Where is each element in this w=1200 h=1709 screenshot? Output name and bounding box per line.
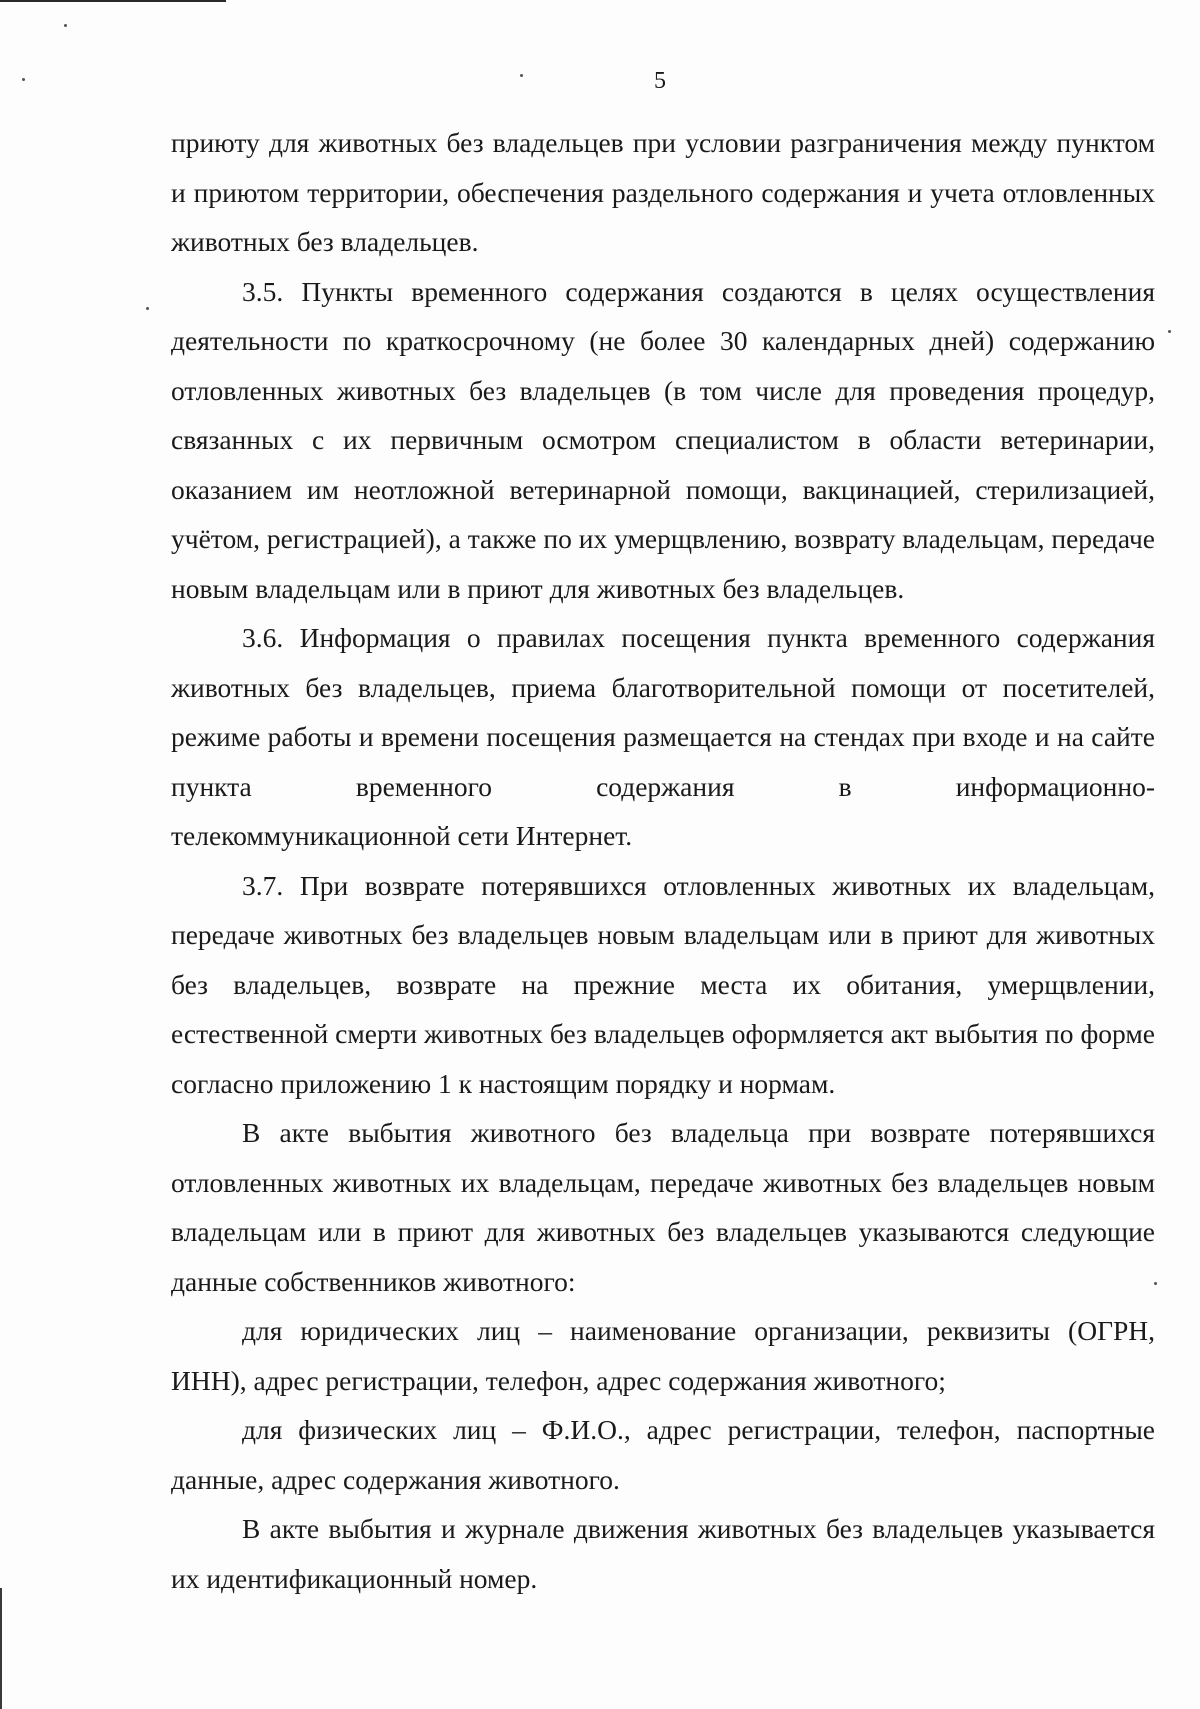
- page-number: 5: [654, 68, 666, 94]
- scan-speck: [146, 307, 149, 310]
- scan-speck: [64, 24, 67, 27]
- paragraph-3-6: [171, 613, 1155, 861]
- paragraph-3-6-main: 3.6. Информация о правилах посещения пункта временного содержания животных без владельцев, приема благотворительной помощи от посетителей, режиме работы и времени посещения размещается на стендах при входе и на сайте пункта временного содержания в информационно-: [171, 622, 1155, 802]
- document-body: [171, 118, 1155, 1603]
- scan-speck: [1168, 330, 1171, 333]
- left-edge-mark: [0, 1588, 2, 1709]
- paragraph-disposal-act: В акте выбытия животного без владельца при возврате потерявшихся отловленных животных их владельцам, передаче животных без владельцев новым владельцам или в приют для животных без владельцев указываются следующие данные собственников животного:: [171, 1117, 1155, 1297]
- paragraph-individuals: для физических лиц – Ф.И.О., адрес регистрации, телефон, паспортные данные, адрес содержания животного.: [171, 1414, 1155, 1495]
- paragraph-legal-entities: для юридических лиц – наименование организации, реквизиты (ОГРН, ИНН), адрес регистрации, телефон, адрес содержания животного;: [171, 1315, 1155, 1396]
- paragraph-identification: В акте выбытия и журнале движения животных без владельцев указывается их идентификационный номер.: [171, 1513, 1155, 1594]
- paragraph-continuation: приюту для животных без владельцев при условии разграничения между пунктом и приютом территории, обеспечения раздельного содержания и учета отловленных животных без владельцев.: [171, 127, 1155, 257]
- paragraph-3-5: 3.5. Пункты временного содержания создаются в целях осуществления деятельности по краткосрочному (не более 30 календарных дней) содержанию отловленных животных без владельцев (в том числе для проведения процедур, связанных с их первичным осмотром специалистом в области ветеринарии, оказанием им неотложной ветеринарной помощи, вакцинацией, стерилизацией, учётом, регистрацией), а также по их умерщвлению, возврату владельцам, передаче новым владельцам или в приют для животных без владельцев.: [171, 275, 1155, 604]
- top-edge-rule: [0, 0, 226, 2]
- paragraph-3-6-tail: телекоммуникационной сети Интернет.: [171, 820, 633, 851]
- paragraph-3-7: 3.7. При возврате потерявшихся отловленных животных их владельцам, передаче животных без владельцев новым владельцам или в приют для животных без владельцев, возврате на прежние места их обитания, умерщвлении, естественной смерти животных без владельцев оформляется акт выбытия по форме согласно приложению 1 к настоящим порядку и нормам.: [171, 869, 1155, 1099]
